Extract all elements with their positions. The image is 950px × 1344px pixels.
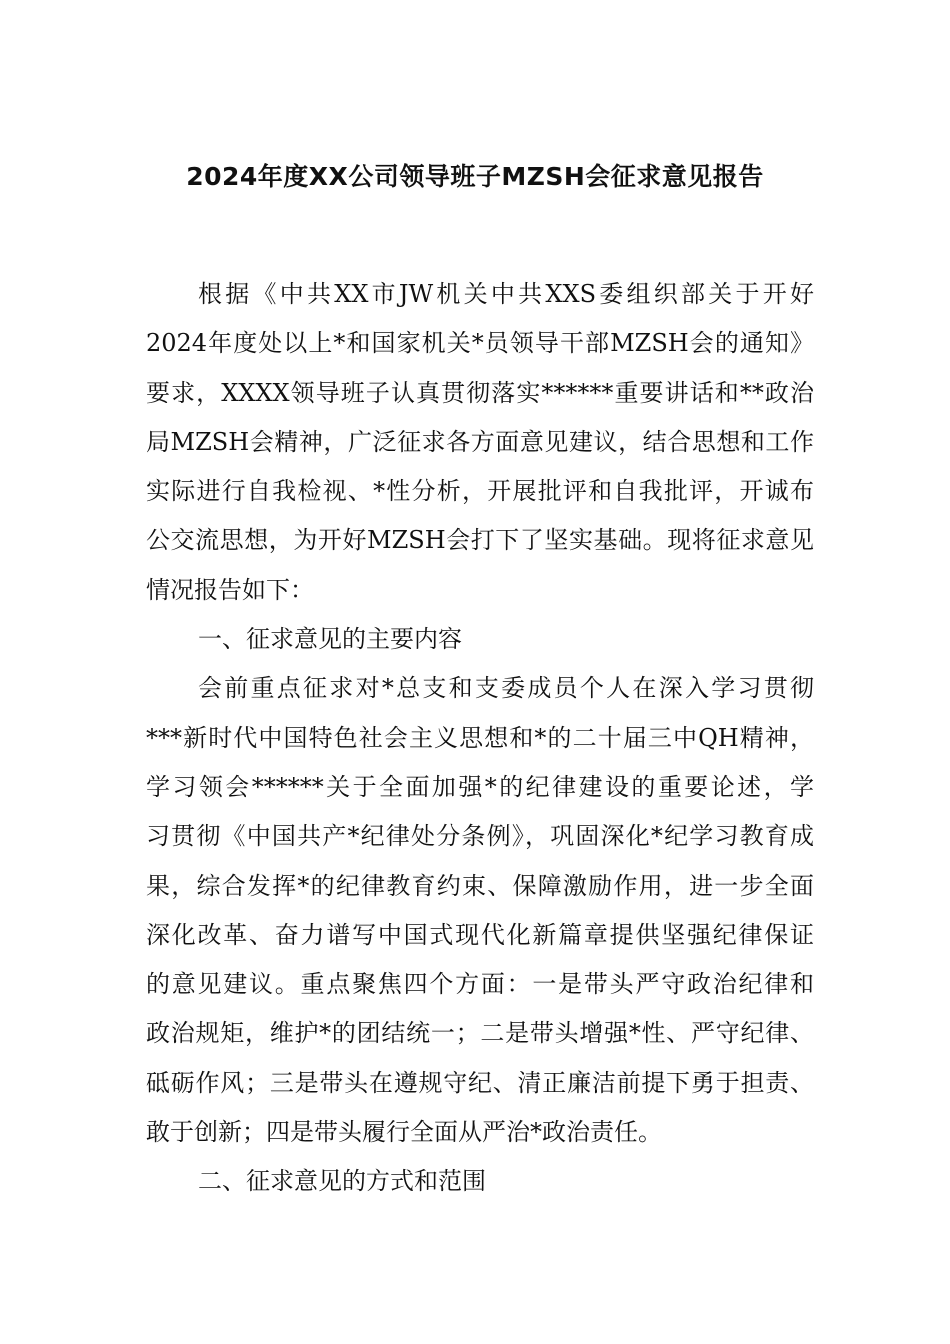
paragraph-line: 砥砺作风；三是带头在遵规守纪、清正廉洁前提下勇于担责、 [146,1068,814,1097]
paragraph-line: 的意见建议。重点聚焦四个方面：一是带头严守政治纪律和 [146,970,814,999]
paragraph-line: ***新时代中国特色社会主义思想和*的二十届三中QH精神， [146,723,814,752]
paragraph-line: 政治规矩，维护*的团结统一；二是带头增强*性、严守纪律、 [146,1019,814,1048]
paragraph-line: 要求，XXXX领导班子认真贯彻落实******重要讲话和**政治 [146,378,814,407]
paragraph-line: 根据《中共XX市JW机关中共XXS委组织部关于开好 [198,280,814,308]
paragraph-line: 习贯彻《中国共产*纪律处分条例》，巩固深化*纪学习教育成 [146,822,814,851]
paragraph-line: 深化改革、奋力谱写中国式现代化新篇章提供坚强纪律保证 [146,920,814,949]
document-title: 2024年度XX公司领导班子MZSH会征求意见报告 [186,162,764,191]
paragraph-line: 2024年度处以上*和国家机关*员领导干部MZSH会的通知》 [146,329,814,358]
section-heading: 一、征求意见的主要内容 [198,625,462,654]
section-heading: 二、征求意见的方式和范围 [198,1167,486,1196]
paragraph-line: 情况报告如下： [146,575,314,604]
paragraph-line: 会前重点征求对*总支和支委成员个人在深入学习贯彻 [198,674,814,703]
document-body [146,270,814,1207]
paragraph-line: 实际进行自我检视、*性分析，开展批评和自我批评，开诚布 [146,477,814,506]
paragraph-line: 学习领会******关于全面加强*的纪律建设的重要论述，学 [146,772,814,801]
paragraph-line: 果，综合发挥*的纪律教育约束、保障激励作用，进一步全面 [146,871,814,900]
paragraph-line: 公交流思想，为开好MZSH会打下了坚实基础。现将征求意见 [146,526,814,555]
paragraph-line: 敢于创新；四是带头履行全面从严治*政治责任。 [146,1118,662,1147]
paragraph-line: 局MZSH会精神，广泛征求各方面意见建议，结合思想和工作 [146,427,814,456]
